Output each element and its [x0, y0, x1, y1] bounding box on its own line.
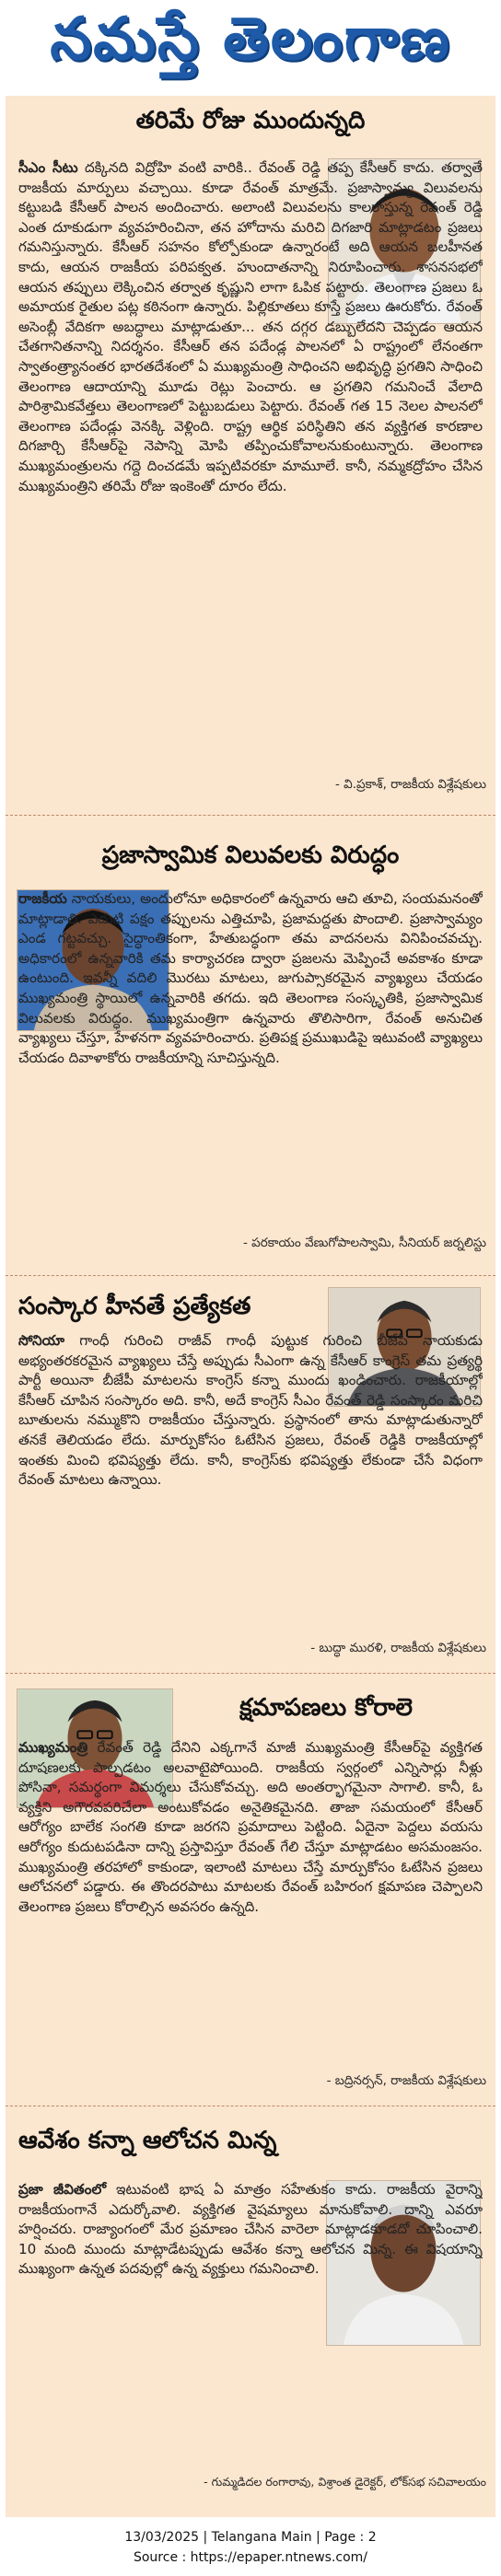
article-5-lead: ప్రజా జీవితంలో	[18, 2181, 107, 2198]
article-1-lead: సీఎం సీటు	[18, 159, 78, 176]
article-4-lead: ముఖ్యమంత్రి	[18, 1739, 88, 1756]
article-3-headline: సంస్కార హీనతే ప్రత్యేకత	[18, 1293, 251, 1320]
article-5	[6, 2106, 495, 2517]
article-5-headline: ఆవేశం కన్నా ఆలోచన మిన్న	[18, 2127, 277, 2154]
article-5-byline: - గుమ్మడిదల రంగారావు, విశ్రాంత డైరెక్టర్, లోక్‌సభ సచివాలయం	[204, 2475, 486, 2489]
article-1-text: దక్కినది విద్రోహి వంటి వారికి.. రేవంత్ రెడ్డి తప్ప కేసీఆర్ కాదు. తర్వాతే రాజకీయ మార్పులు వచ్చాయి. కూడా రేవంత్ మాత్రమే. ప్రజాస్వామ్య విలువలను కట్టుబడి కేసీఆర్ పాలన అందించారు. అలాంటి విలువలను కాలరాస్తున్న రేవంత్ రెడ్డి ఎంత దూకుడుగా వ్యవహరించినా, తన హోదాను మరిచి దిగజారి మాట్లాడటం ప్రజలు గమనిస్తున్నారు. కేసీఆర్ సహనం కోల్పోకుండా ఉన్నారంటే అది ఆయన బలహీనత కాదు, ఆయన రాజకీయ పరిపక్వత. హుందాతనాన్ని నిరూపించారు. శాసనసభలో ఆయన తప్పులు లెక్కించిన తర్వాత కృష్ణుని లాగా ఓపిక పట్టారు. తెలంగాణ ప్రజలు ఓ అమాయక రైతుల పట్ల కఠినంగా ఉన్నారు. పిల్లికూతలు కూస్తే ప్రజలు ఊరుకోరు. రేవంత్ అసెంబ్లీ వేదికగా అబద్ధాలు మాట్లాడుతూ... తన దగ్గర డబ్బులేదని చెప్పడం ఆయన చేతగానితనాన్ని నిదర్శనం. కేసీఆర్ తన పదేండ్ల పాలనలో ఏ రాష్ట్రంలో లేనంతగా స్వాతంత్ర్యానంతర భారతదేశంలో ఏ ముఖ్యమంత్రి సాధించని అభివృద్ధి ప్రగతిని సాధించి తెలంగాణ ఆదాయాన్ని మూడు రెట్లు పెంచారు. ఆ ప్రగతిని గమనించే వేలాది పారిశ్రామికవేత్తలు తెలంగాణలో పెట్టుబడులు పెట్టారు. రేవంత్ గత 15 నెలల పాలనలో తెలంగాణ పదేండ్లు వెనక్కి వెళ్లింది. రాష్ట్ర ఆర్థిక పరిస్థితిని తన వ్యక్తిగత కారణాల దిగజార్చి కేసీఆర్‌పై నెపాన్ని మోపి తప్పించుకోవాలనుకుంటున్నారు. తెలంగాణ ముఖ్యమంత్రులను గద్దె దించడమే ఇప్పటివరకూ మామూలే. కానీ, నమ్మకద్రోహం చేసిన ముఖ్యమంత్రిని తరిమే రోజు ఇంకెంతో దూరం లేదు.	[18, 159, 483, 494]
article-2	[6, 816, 495, 1276]
article-2-headline: ప్రజాస్వామిక విలువలకు విరుద్ధం	[101, 841, 400, 869]
article-4	[6, 1674, 495, 2106]
article-3-lead: సోనియా	[18, 1332, 65, 1349]
article-4-body	[18, 1738, 483, 2057]
article-4-text: రేవంత్ రెడ్డి దేనిని ఎక్కగానే మాజీ ముఖ్యమంత్రి కేసీఆర్‌పై వ్యక్తిగత దూషణలకు పాల్పడటం అలవాటైపోయింది. రాజకీయ స్వర్గంలో ఎన్నిసార్లు నీళ్లు పోసినా, సమర్థంగా విమర్శలు చేసుకోవచ్చు. అది అంతర్భాగమైనా సాగాలి. కానీ, ఓ వ్యక్తిని అగౌరవపరిచేలా అంటుకోవడం అనైతికమైనది. తాజా సమయంలో కేసీఆర్ ఆరోగ్యం బాలేక సంగతి కూడా జరగని ప్రమాదాలు పెట్టింది. ఏదైనా పెద్దలు వయసు ఆరోగ్యం కుదుటపడినా దాన్ని ప్రస్తావిస్తూ రేవంత్ గేలి చేస్తూ మాట్లాడటం అసమంజసం. ముఖ్యమంత్రి తరహాలో కాకుండా, ఇలాంటి మాటలు చేస్తే మార్పుకోసం ఓటేసిన ప్రజలు ఆలోచనలో పడ్డారు. ఈ తొందరపాటు మాటలకు రేవంత్ బహిరంగ క్షమాపణ చెప్పాలని తెలంగాణ ప్రజలు కోరాల్సిన అవసరం ఉన్నది.	[18, 1739, 483, 1915]
article-2-body	[18, 889, 483, 1221]
masthead	[0, 0, 501, 92]
article-3-body	[18, 1331, 483, 1624]
article-1-byline: - వి.ప్రకాశ్, రాజకీయ విశ్లేషకులు	[334, 777, 486, 792]
article-5-text: ఇటువంటి భాష ఏ మాత్రం సహేతుకం కాదు. రాజకీయ వైరాన్ని రాజకీయంగానే ఎదుర్కోవాలి. వ్యక్తిగత వైషమ్యాలు మానుకోవాలి. దాన్ని ఎవరూ హర్షించరు. రాజ్యాంగంలో మేర ప్రమాణం చేసిన వారెలా మాట్లాడకూడదో చూపించాలి. 10 మంది ముందు మాట్లాడేటప్పుడు ఆవేశం కన్నా ఆలోచన మిన్న. ఈ విషయాన్ని ముఖ్యంగా ఉన్నత పదవుల్లో ఉన్న వ్యక్తులు గమనించాలి.	[18, 2181, 483, 2278]
article-2-byline: - పరకాయం వేణుగోపాలస్వామి, సీనియర్ జర్నలిస్టు	[243, 1236, 486, 1250]
article-2-text: నాయకులు, అందులోనూ అధికారంలో ఉన్నవారు ఆచి తూచి, సంయమనంతో మాట్లాడాలి. ఎదుటి పక్షం తప్పులను ఎత్తిచూపి, ప్రజామద్దతు పొందాలి. ప్రజాస్వామ్యం ఎండ గట్టవచ్చు. సైద్ధాంతికంగా, హేతుబద్ధంగా తమ వాదనలను వినిపించవచ్చు. అధికారంలో ఉన్నవారికి తమ కార్యాచరణ ద్వారా ప్రజలను మెప్పించే అవకాశం కూడా ఉంటుంది. ఇవన్నీ వదిలి మొరటు మాటలు, జుగుప్సాకరమైన వ్యాఖ్యలు చేయడం ముఖ్యమంత్రి స్థాయిలో ఉన్నవారికి తగదు. ఇది తెలంగాణ సంస్కృతికి, ప్రజాస్వామిక విలువలకు విరుద్ధం. ముఖ్యమంత్రిగా ఉన్నవారు తొలిసారిగా, రేవంత్ అనుచిత వ్యాఖ్యలు చేస్తూ, హేళనగా వ్యవహరించారు. ప్రతిపక్ష ప్రముఖుడిపై ఇటువంటి వ్యాఖ్యలు చేయడం దివాళాకోరు రాజకీయాన్ని సూచిస్తున్నది.	[18, 890, 483, 1066]
article-4-byline: - బద్రినర్సన్, రాజకీయ విశ్లేషకులు	[326, 2073, 486, 2088]
article-3	[6, 1276, 495, 1674]
article-5-body	[18, 2180, 483, 2364]
article-2-lead: రాజకీయ	[18, 890, 67, 907]
article-3-byline: - బుద్ధా మురళి, రాజకీయ విశ్లేషకులు	[310, 1641, 486, 1655]
article-1	[6, 96, 495, 816]
article-4-headline: క్షమాపణలు కోరాలె	[239, 1694, 413, 1722]
article-3-text: గాంధీ గురించి రాజీవ్ గాంధీ పుట్టుక గురించి బీజేపీ నాయకుడు అభ్యంతరకరమైన వ్యాఖ్యలు చేస్తే అప్పుడు సీఎంగా ఉన్న కేసీఆర్ కాంగ్రెస్ తమ ప్రత్యర్థి పార్టీ అయినా బీజేపీ మాటలను కాంగ్రెస్ కన్నా ముందు ఖండించారు. రాజకీయాల్లో కేసీఆర్ చూపిన సంస్కారం అది. కానీ, అదే కాంగ్రెస్ సీఎం రేవంత్ రెడ్డి సంస్కారం మరిచి బూతులను నమ్ముకొని రాజకీయం చేస్తున్నారు. ప్రస్థానంలో తాను మాట్లాడుతున్నారో తనకే తెలియడం లేదు. మార్పుకోసం ఓటేసిన ప్రజలు, రేవంత్ రెడ్డికి రాజకీయాల్లో ఇంతకు మించి భవిష్యత్తు లేదు. కానీ, కాంగ్రెస్‌కు భవిష్యత్తు లేకుండా చేసే విధంగా రేవంత్ మాటలు ఉన్నాయి.	[18, 1332, 483, 1489]
footer-info: 13/03/2025 | Telangana Main | Page : 2	[124, 2530, 377, 2545]
newspaper-page	[6, 96, 495, 2517]
masthead-title: నమస్తే తెలంగాణ	[50, 5, 451, 74]
article-1-body	[18, 158, 483, 761]
article-1-headline: తరిమే రోజు ముందున్నది	[135, 107, 366, 134]
footer-source: Source : https://epaper.ntnews.com/	[133, 2550, 368, 2565]
